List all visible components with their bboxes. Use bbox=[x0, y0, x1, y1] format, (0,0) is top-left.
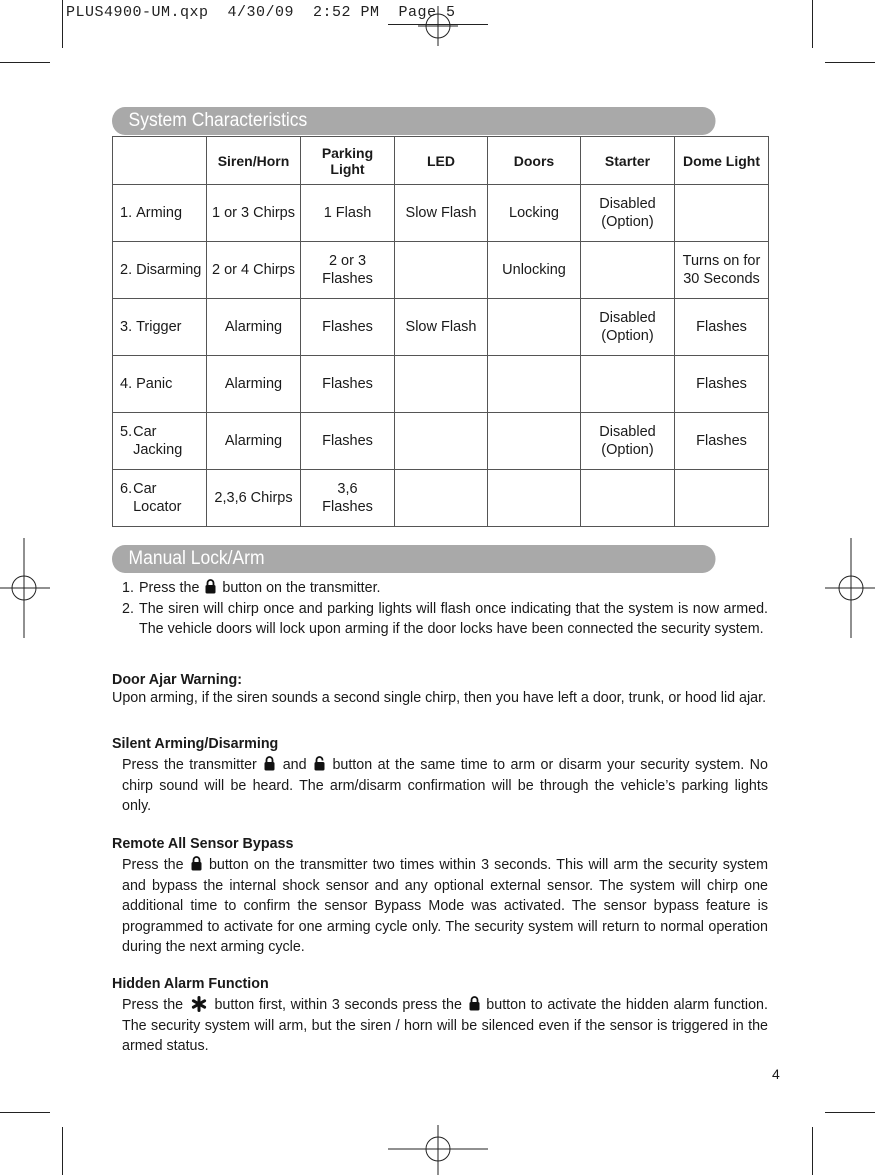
table-header-cell: Dome Light bbox=[675, 137, 769, 185]
crop-mark bbox=[62, 0, 63, 48]
print-slug: PLUS4900-UM.qxp 4/30/09 2:52 PM Page 5 bbox=[66, 4, 456, 21]
table-cell bbox=[395, 356, 488, 413]
table-cell: Disabled (Option) bbox=[581, 299, 675, 356]
list-item: 2. The siren will chirp once and parking lights will flash once indicating that the system is now armed. The vehicle doors will lock upon arming if the door locks have been connected the security system. bbox=[122, 600, 768, 637]
table-cell bbox=[581, 242, 675, 299]
crop-mark bbox=[812, 0, 813, 48]
system-characteristics-table bbox=[112, 136, 769, 527]
table-cell: 2,3,6 Chirps bbox=[207, 470, 301, 527]
table-row-label: 5. Car Jacking bbox=[113, 413, 207, 470]
heading-silent-arming: Silent Arming/Disarming bbox=[112, 736, 279, 752]
table-header-cell: Doors bbox=[488, 137, 581, 185]
heading-hidden-alarm: Hidden Alarm Function bbox=[112, 976, 269, 992]
table-row bbox=[113, 185, 769, 242]
table-cell bbox=[488, 356, 581, 413]
table-cell: Unlocking bbox=[488, 242, 581, 299]
table-cell: Disabled (Option) bbox=[581, 185, 675, 242]
lock-closed-icon bbox=[264, 756, 275, 771]
table-row bbox=[113, 242, 769, 299]
table-cell: Alarming bbox=[207, 299, 301, 356]
table-row bbox=[113, 470, 769, 527]
table-cell: Locking bbox=[488, 185, 581, 242]
table-cell: Slow Flash bbox=[395, 299, 488, 356]
table-header-cell: LED bbox=[395, 137, 488, 185]
table-cell bbox=[581, 356, 675, 413]
table-cell: 1 Flash bbox=[301, 185, 395, 242]
table-header-cell bbox=[113, 137, 207, 185]
registration-mark-icon bbox=[0, 538, 50, 638]
table-cell: Alarming bbox=[207, 413, 301, 470]
table-row-label: 6. Car Locator bbox=[113, 470, 207, 527]
remote-bypass-text: Press the button on the transmitter two times within 3 seconds. This will arm the security system and bypass the internal shock sensor and any optional external sensor. The system will chirp one additional time to confirm the sensor Bypass Mode was activated. The sensor bypass feature is programmed to activate for one arming cycle only. The security system will return to normal operation during the next arming cycle. bbox=[122, 857, 768, 955]
table-cell bbox=[675, 185, 769, 242]
table-row bbox=[113, 413, 769, 470]
crop-mark bbox=[0, 1112, 50, 1113]
table-header-cell: Siren/Horn bbox=[207, 137, 301, 185]
registration-mark-icon bbox=[388, 1125, 488, 1175]
table-row bbox=[113, 299, 769, 356]
lock-closed-icon bbox=[205, 579, 216, 594]
crop-mark bbox=[825, 62, 875, 63]
table-cell: Flashes bbox=[675, 356, 769, 413]
crop-mark bbox=[0, 62, 50, 63]
door-ajar-text: Upon arming, if the siren sounds a second single chirp, then you have left a door, trunk, or hood lid ajar. bbox=[112, 690, 767, 706]
table-row-label: 1. Arming bbox=[113, 185, 207, 242]
table-row bbox=[113, 356, 769, 413]
table-cell: 2 or 4 Chirps bbox=[207, 242, 301, 299]
table-header-cell: Parking Light bbox=[301, 137, 395, 185]
table-cell bbox=[488, 470, 581, 527]
lock-open-icon bbox=[314, 756, 325, 771]
table-cell: Alarming bbox=[207, 356, 301, 413]
star-icon bbox=[191, 996, 207, 1012]
table-cell bbox=[395, 470, 488, 527]
silent-arming-text: Press the transmitter and button at the same time to arm or disarm your security system. No chirp sound will be heard. The arm/disarm confirmation will be through the vehicle’s parking lights only. bbox=[122, 757, 768, 814]
lock-closed-icon bbox=[191, 856, 202, 871]
table-cell: 2 or 3 Flashes bbox=[301, 242, 395, 299]
registration-mark-icon bbox=[825, 538, 875, 638]
table-cell bbox=[395, 242, 488, 299]
table-cell: Flashes bbox=[675, 413, 769, 470]
table-cell bbox=[488, 413, 581, 470]
table-row-label: 3. Trigger bbox=[113, 299, 207, 356]
table-cell bbox=[675, 470, 769, 527]
crop-mark bbox=[62, 1127, 63, 1175]
table-header-row bbox=[113, 137, 769, 185]
table-cell bbox=[395, 413, 488, 470]
table-cell: 1 or 3 Chirps bbox=[207, 185, 301, 242]
section-header-system-characteristics bbox=[112, 107, 716, 135]
table-header-cell: Starter bbox=[581, 137, 675, 185]
registration-mark-icon bbox=[418, 6, 458, 46]
section-title: Manual Lock/Arm bbox=[128, 548, 265, 569]
page-number: 4 bbox=[772, 1066, 780, 1082]
table-cell: Disabled (Option) bbox=[581, 413, 675, 470]
table-cell: Flashes bbox=[301, 299, 395, 356]
list-item: 1. Press the button on the transmitter. bbox=[122, 580, 381, 596]
crop-mark bbox=[825, 1112, 875, 1113]
table-row-label: 4. Panic bbox=[113, 356, 207, 413]
manual-lock-steps bbox=[122, 578, 768, 640]
heading-door-ajar: Door Ajar Warning: bbox=[112, 672, 242, 688]
section-title: System Characteristics bbox=[128, 110, 308, 131]
table-cell: Flashes bbox=[301, 356, 395, 413]
table-cell: 3,6 Flashes bbox=[301, 470, 395, 527]
table-cell: Flashes bbox=[301, 413, 395, 470]
table-cell: Turns on for 30 Seconds bbox=[675, 242, 769, 299]
section-header-manual-lock-arm bbox=[112, 545, 716, 573]
table-row-label: 2. Disarming bbox=[113, 242, 207, 299]
table-cell bbox=[581, 470, 675, 527]
crop-mark bbox=[812, 1127, 813, 1175]
hidden-alarm-text: Press the button first, within 3 seconds press the button to activate the hidden alarm function. The security system will arm, but the siren / horn will be silenced even if the sensor is triggered in the armed status. bbox=[122, 997, 768, 1054]
table-cell: Slow Flash bbox=[395, 185, 488, 242]
table-cell: Flashes bbox=[675, 299, 769, 356]
heading-remote-bypass: Remote All Sensor Bypass bbox=[112, 836, 294, 852]
table-cell bbox=[488, 299, 581, 356]
lock-closed-icon bbox=[469, 996, 480, 1011]
